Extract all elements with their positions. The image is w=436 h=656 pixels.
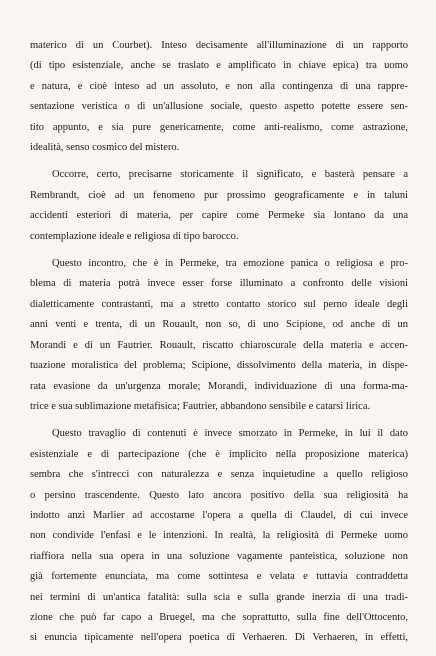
text-line: dialetticamente contrastanti, ma a stretto contatto storico sul perno ideale degli bbox=[30, 298, 408, 310]
text-line: non condivide l'enfasi e le intenzioni. In realtà, la religiosità di Permeke uomo bbox=[30, 530, 408, 542]
text-line: sembra che s'intrecci con naturalezza e senza inquietudine a quello religioso bbox=[30, 469, 408, 481]
text-line: zione che può far capo a Bruegel, ma che soprattutto, sulla fine dell'Ottocento, bbox=[30, 611, 408, 623]
text-line: rata evasione da un'urgenza morale; Morandi, individuazione di una forma-ma- bbox=[30, 380, 408, 392]
document-page bbox=[30, 36, 408, 656]
text-line: esistenziale e di partecipazione (che è implicito nella proposizione materica) bbox=[30, 448, 408, 460]
text-line: sentazione veristica o di un'allusione sociale, questo aspetto potette essere sen- bbox=[30, 101, 408, 113]
paragraph bbox=[30, 165, 408, 247]
text-line: materico di un Courbet). Inteso decisamente all'illuminazione di un rapporto bbox=[30, 40, 408, 51]
text-line: già fortemente enunciata, ma come sottintesa e velata e tuttavia contraddetta bbox=[30, 571, 408, 583]
text-line: si enuncia tipicamente nell'opera poetica di Verhaeren. Di Verhaeren, in effetti, bbox=[30, 632, 408, 644]
text-line: riaffiora nella sua opera in una soluzione vagamente panteistica, soluzione non bbox=[30, 550, 408, 562]
text-line: Questo incontro, che è in Permeke, tra emozione panica o religiosa e pro- bbox=[52, 258, 408, 270]
text-line: anni venti e trenta, di un Rouault, non so, di uno Scipione, od anche di un bbox=[30, 319, 408, 331]
text-line: indotto anzi Marlier ad accostarne l'opera a quella di Claudel, di cui invece bbox=[30, 509, 408, 521]
text-line: o persino trascendente. Questo lato ancora positivo della sua religiosità ha bbox=[30, 489, 408, 501]
text-line: e natura, e cioè inteso ad un assoluto, e non alla contingenza di una rappre- bbox=[30, 80, 408, 92]
text-line: Questo travaglio di contenuti è invece smorzato in Permeke, in lui il dato bbox=[52, 428, 408, 440]
text-line: blema di materia potrà invece esser forse illuminato a confronto delle visioni bbox=[30, 278, 408, 290]
text-line: Occorre, certo, precisarne storicamente il significato, e basterà pensare a bbox=[52, 169, 408, 181]
text-line: Rembrandt, cioè ad un fenomeno pur prossimo geograficamente e in taluni bbox=[30, 189, 408, 201]
text-line: Morandi e di un Fautrier. Rouault, riscatto chiaroscurale della materia e accen- bbox=[30, 339, 408, 351]
text-line: idealità, senso cosmico del mistero. bbox=[30, 142, 180, 154]
text-line: accidenti esteriori di materia, per capire come Permeke sia lontano da una bbox=[30, 210, 408, 222]
text-line: (di tipo esistenziale, anche se traslato e amplificato in chiave epica) tra uomo bbox=[30, 60, 408, 72]
paragraph bbox=[30, 254, 408, 417]
text-line: trice e sua sublimazione metafisica; Fautrier, abbandono sensibile e catarsi lirica. bbox=[30, 400, 371, 412]
text-line: contemplazione ideale e religiosa di tipo barocco. bbox=[30, 230, 239, 242]
text-line: tito appunto, e sia pure genericamente, come anti-realismo, come astrazione, bbox=[30, 121, 408, 133]
paragraph bbox=[30, 36, 408, 158]
paragraph bbox=[30, 424, 408, 648]
text-line: nei termini di un'antica fatalità: sulla scia e sulla grande inerzia di una tradi- bbox=[30, 591, 408, 603]
text-line: tuazione moralistica del problema; Scipione, dissolvimento della materia, in dispe- bbox=[30, 360, 408, 372]
